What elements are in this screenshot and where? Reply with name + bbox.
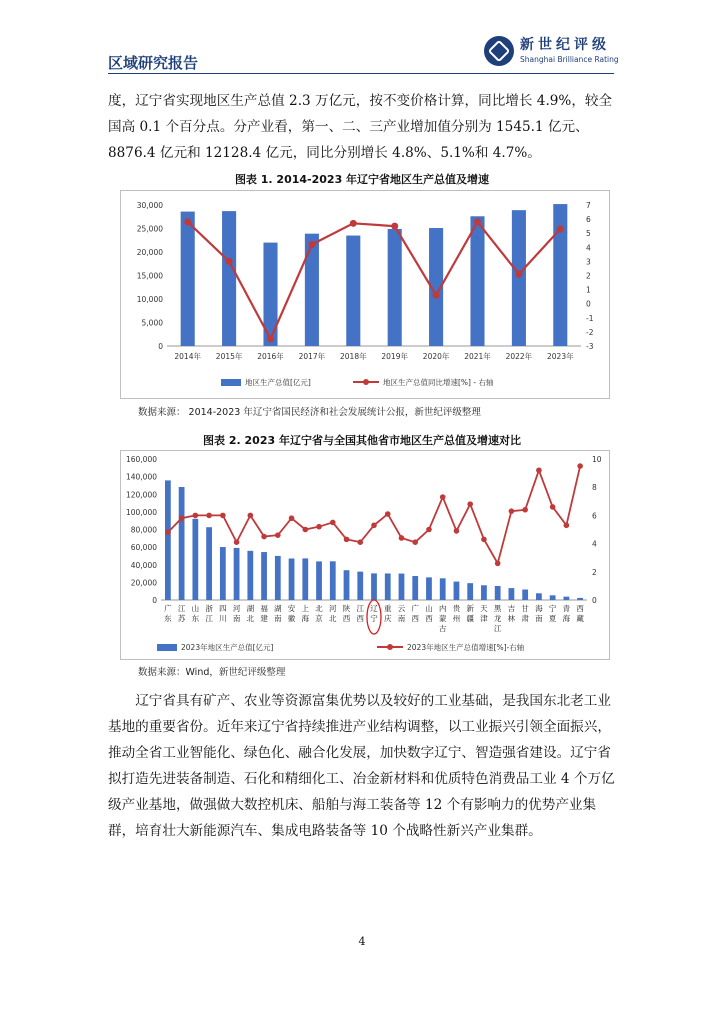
x-tick-label: 西 <box>576 604 584 613</box>
y-left-tick-label: 140,000 <box>125 472 157 482</box>
x-tick-label: 古 <box>438 624 447 633</box>
line-point <box>433 292 440 299</box>
y-right-tick-label: 4 <box>592 539 597 549</box>
line-point <box>385 511 391 517</box>
bar <box>536 593 542 600</box>
x-tick-label: 龙 <box>493 614 502 623</box>
line-point <box>220 513 226 519</box>
line-point <box>165 530 171 536</box>
legend-line-marker <box>363 379 369 385</box>
x-tick-label: 蒙 <box>438 614 447 623</box>
chart1-caption: 图表 1. 2014-2023 年辽宁省地区生产总值及增速 <box>234 173 490 186</box>
y-left-tick-label: 20,000 <box>136 248 163 257</box>
bar <box>509 588 515 600</box>
chart2-svg <box>121 451 609 659</box>
y-right-tick-label: 0 <box>586 299 591 309</box>
line-point <box>261 534 267 540</box>
x-tick-label: 南 <box>232 614 241 623</box>
line-point <box>330 520 336 526</box>
x-tick-label: 江 <box>493 624 502 633</box>
line-point <box>179 515 185 521</box>
bar <box>470 216 484 346</box>
line-point <box>357 539 363 545</box>
y-left-tick-label: 30,000 <box>136 201 163 210</box>
y-right-tick-label: -3 <box>586 342 594 351</box>
x-tick-label: 州 <box>452 614 461 623</box>
x-tick-label: 湖 <box>274 604 282 613</box>
line-point <box>481 537 487 543</box>
line-point <box>226 258 233 265</box>
x-tick-label: 海 <box>562 614 571 623</box>
bar <box>247 551 253 600</box>
bar <box>553 204 567 346</box>
bar <box>222 211 236 346</box>
y-left-tick-label: 20,000 <box>130 578 157 588</box>
y-right-tick-label: 4 <box>586 243 591 253</box>
y-right-tick-label: 2 <box>586 271 591 281</box>
line-point <box>350 220 357 227</box>
legend-line-marker <box>387 644 393 650</box>
bar <box>454 582 460 600</box>
x-tick-label: 安 <box>287 604 296 613</box>
line-point <box>454 528 460 534</box>
x-tick-label: 西 <box>425 614 433 623</box>
x-tick-label: 肃 <box>521 614 529 623</box>
bar <box>495 586 501 600</box>
line-point <box>577 463 583 469</box>
bar <box>440 578 446 600</box>
x-tick-label: 2023年 <box>547 352 574 361</box>
x-tick-label: 贵 <box>452 604 461 613</box>
x-tick-label: 江 <box>205 614 213 623</box>
y-right-tick-label: 2 <box>592 567 597 577</box>
bar <box>192 519 198 600</box>
x-tick-label: 北 <box>329 614 337 623</box>
legend-line-label: 地区生产总值同比增速[%] - 右轴 <box>383 378 494 387</box>
x-tick-label: 内 <box>438 604 447 613</box>
line-point <box>550 504 556 510</box>
line-point <box>289 515 295 521</box>
line-point <box>206 513 212 519</box>
bar <box>330 561 336 600</box>
chart1-container <box>120 190 610 399</box>
bar <box>577 598 583 600</box>
y-left-tick-label: 0 <box>158 342 163 351</box>
logo-emblem-icon <box>484 36 514 66</box>
bar <box>316 561 322 600</box>
x-tick-label: 徽 <box>287 614 296 623</box>
line-point <box>467 501 473 507</box>
x-tick-label: 湖 <box>246 604 255 613</box>
x-tick-label: 东 <box>191 614 200 623</box>
y-right-tick-label: 0 <box>592 596 597 605</box>
line-point <box>184 218 191 225</box>
bar <box>181 212 195 346</box>
header-divider <box>108 73 614 74</box>
line-point <box>275 532 281 538</box>
series-line <box>188 222 561 339</box>
y-right-tick-label: 6 <box>586 215 591 225</box>
bar <box>522 590 528 600</box>
legend-line-label: 2023年地区生产总值增速[%]-右轴 <box>407 643 525 652</box>
x-tick-label: 2018年 <box>340 352 367 361</box>
x-tick-label: 山 <box>425 604 433 613</box>
x-tick-label: 苏 <box>177 614 186 623</box>
y-right-tick-label: 3 <box>586 257 591 267</box>
x-tick-label: 2020年 <box>422 352 450 361</box>
chart2-container <box>120 450 610 660</box>
x-tick-label: 陕 <box>342 604 351 613</box>
bar <box>206 527 212 600</box>
line-point <box>399 535 405 541</box>
y-right-tick-label: -2 <box>586 327 594 337</box>
body-paragraph: 辽宁省具有矿产、农业等资源富集优势以及较好的工业基础，是我国东北老工业基地的重要省份。近年来辽宁省持续推进产业结构调整，以工业振兴引领全面振兴，推动全省工业智能化、绿色化、融合化发展，加快数字辽宁、智造强省建设。辽宁省拟打造先进装备制造、石化和精细化工、冶金新材料和优质特色消费品工业 4 个万亿级产业基地，做强做大数控机床、船舶与海工装备等 12 个有影响力的优势产业集群，培育壮大新能源汽车、集成电路装备等 10 个战略性新兴产业集群。 <box>108 693 615 839</box>
x-tick-label: 甘 <box>521 604 529 613</box>
line-point <box>316 524 322 530</box>
x-tick-label: 西 <box>411 614 419 623</box>
x-tick-label: 2021年 <box>464 352 491 361</box>
bar <box>385 573 391 600</box>
x-tick-label: 川 <box>219 614 227 623</box>
line-point <box>391 223 398 230</box>
x-tick-label: 2022年 <box>505 352 533 361</box>
line-point <box>426 527 432 533</box>
bar <box>388 229 402 346</box>
x-tick-label: 2015年 <box>215 352 243 361</box>
x-tick-label: 东 <box>164 614 172 623</box>
line-point <box>412 539 418 545</box>
line-point <box>267 335 274 342</box>
y-right-tick-label: 7 <box>586 201 591 210</box>
x-tick-label: 建 <box>260 614 268 623</box>
legend-bar-swatch <box>221 379 241 386</box>
x-tick-label: 江 <box>177 604 186 613</box>
x-tick-label: 河 <box>232 604 241 613</box>
x-tick-label: 2014年 <box>174 352 201 361</box>
x-tick-label: 四 <box>219 604 227 613</box>
line-point <box>248 513 254 519</box>
x-tick-label: 福 <box>260 604 268 613</box>
x-tick-label: 宁 <box>548 604 557 613</box>
line-point <box>564 522 570 528</box>
y-left-tick-label: 100,000 <box>125 507 157 517</box>
bar <box>220 547 226 600</box>
y-left-tick-label: 60,000 <box>130 543 157 553</box>
line-point <box>557 225 564 232</box>
x-tick-label: 西 <box>342 614 351 623</box>
legend-bar-label: 2023年地区生产总值[亿元] <box>181 643 274 652</box>
x-tick-label: 2019年 <box>381 352 408 361</box>
chart2-source: 数据来源：Wind，新世纪评级整理 <box>138 667 286 678</box>
x-tick-label: 广 <box>411 604 419 613</box>
x-tick-label: 西 <box>356 614 365 623</box>
company-logo <box>484 34 624 70</box>
legend-bar-swatch <box>157 644 177 651</box>
x-tick-label: 2016年 <box>257 352 284 361</box>
y-left-tick-label: 25,000 <box>136 224 163 234</box>
x-tick-label: 林 <box>507 614 516 623</box>
y-left-tick-label: 15,000 <box>136 271 163 281</box>
chart1-source: 数据来源： 2014-2023 年辽宁省国民经济和社会发展统计公报，新世纪评级整理 <box>138 407 481 418</box>
line-point <box>193 513 199 519</box>
line-point <box>344 537 350 543</box>
bar <box>371 573 377 600</box>
y-right-tick-label: 10 <box>592 455 602 464</box>
x-tick-label: 疆 <box>466 614 474 623</box>
y-right-tick-label: -1 <box>586 313 594 323</box>
bar <box>234 548 240 600</box>
x-tick-label: 南 <box>397 614 406 623</box>
bar <box>412 576 418 600</box>
y-right-tick-label: 6 <box>592 511 597 521</box>
x-tick-label: 青 <box>562 604 571 613</box>
x-tick-label: 北 <box>246 614 255 623</box>
line-point <box>495 561 501 567</box>
x-tick-label: 2017年 <box>298 352 326 361</box>
bar <box>564 597 570 600</box>
y-left-tick-label: 160,000 <box>125 455 157 464</box>
intro-paragraph: 度，辽宁省实现地区生产总值 2.3 万亿元，按不变价格计算，同比增长 4.9%，较全国高 0.1 个百分点。分产业看，第一、二、三产业增加值分别为 1545.1 亿元、8876.4 亿元和 12128.4 亿元，同比分别增长 4.8%、5.1%和 4.7%。 <box>108 93 613 161</box>
line-point <box>509 508 515 514</box>
y-left-tick-label: 5,000 <box>141 318 163 328</box>
legend-bar-label: 地区生产总值[亿元] <box>245 378 311 387</box>
x-tick-label: 海 <box>301 614 310 623</box>
y-left-tick-label: 40,000 <box>130 560 157 570</box>
y-right-tick-label: 1 <box>586 285 591 295</box>
x-tick-label: 重 <box>383 604 392 613</box>
line-point <box>474 218 481 225</box>
y-left-tick-label: 10,000 <box>136 295 163 304</box>
x-tick-label: 津 <box>480 614 488 623</box>
series-line <box>168 466 580 563</box>
bar <box>179 487 185 600</box>
bar <box>399 574 405 600</box>
bar <box>344 570 350 600</box>
line-point <box>536 467 542 473</box>
y-right-tick-label: 8 <box>592 483 597 493</box>
line-point <box>302 527 308 533</box>
line-point <box>308 241 315 248</box>
y-left-tick-label: 0 <box>152 596 157 605</box>
bar <box>302 558 308 600</box>
x-tick-label: 庆 <box>383 614 392 623</box>
line-point <box>371 522 377 528</box>
chart2-caption: 图表 2. 2023 年辽宁省与全国其他省市地区生产总值及增速对比 <box>203 434 521 447</box>
y-left-tick-label: 120,000 <box>125 490 157 500</box>
x-tick-label: 黑 <box>493 604 502 613</box>
x-tick-label: 南 <box>274 614 282 623</box>
line-point <box>522 507 528 513</box>
x-tick-label: 南 <box>535 614 543 623</box>
line-point <box>440 494 446 500</box>
bar <box>467 583 473 600</box>
x-tick-label: 吉 <box>507 604 516 613</box>
x-tick-label: 北 <box>315 604 323 613</box>
x-tick-label: 河 <box>329 604 337 613</box>
logo-english-name: Shanghai Brilliance Rating <box>520 55 619 64</box>
x-tick-label: 天 <box>480 604 488 613</box>
x-tick-label: 京 <box>315 614 323 623</box>
logo-chinese-name: 新世纪评级 <box>520 37 610 53</box>
chart1-svg <box>121 191 609 398</box>
line-point <box>234 539 240 545</box>
x-tick-label: 浙 <box>205 604 213 613</box>
x-tick-label: 辽 <box>370 604 378 613</box>
bar <box>357 572 363 600</box>
bar <box>275 556 281 600</box>
line-point <box>515 271 522 278</box>
bar <box>165 480 171 600</box>
report-section-title: 区域研究报告 <box>108 54 199 72</box>
x-tick-label: 海 <box>535 604 543 613</box>
bar <box>289 558 295 600</box>
page-number: 4 <box>358 935 366 948</box>
bar <box>481 585 487 600</box>
x-tick-label: 藏 <box>576 614 584 623</box>
x-tick-label: 广 <box>164 604 172 613</box>
x-tick-label: 宁 <box>370 614 378 623</box>
bar <box>550 595 556 600</box>
x-tick-label: 上 <box>301 604 310 613</box>
y-right-tick-label: 5 <box>586 229 591 239</box>
y-left-tick-label: 80,000 <box>130 525 157 535</box>
x-tick-label: 云 <box>397 604 406 613</box>
bar <box>305 234 319 346</box>
bar <box>346 236 360 346</box>
x-tick-label: 新 <box>466 604 474 613</box>
bar <box>426 577 432 600</box>
x-tick-label: 江 <box>356 604 365 613</box>
x-tick-label: 夏 <box>548 614 557 623</box>
bar <box>512 210 526 346</box>
x-tick-label: 山 <box>191 604 200 613</box>
bar <box>261 552 267 600</box>
